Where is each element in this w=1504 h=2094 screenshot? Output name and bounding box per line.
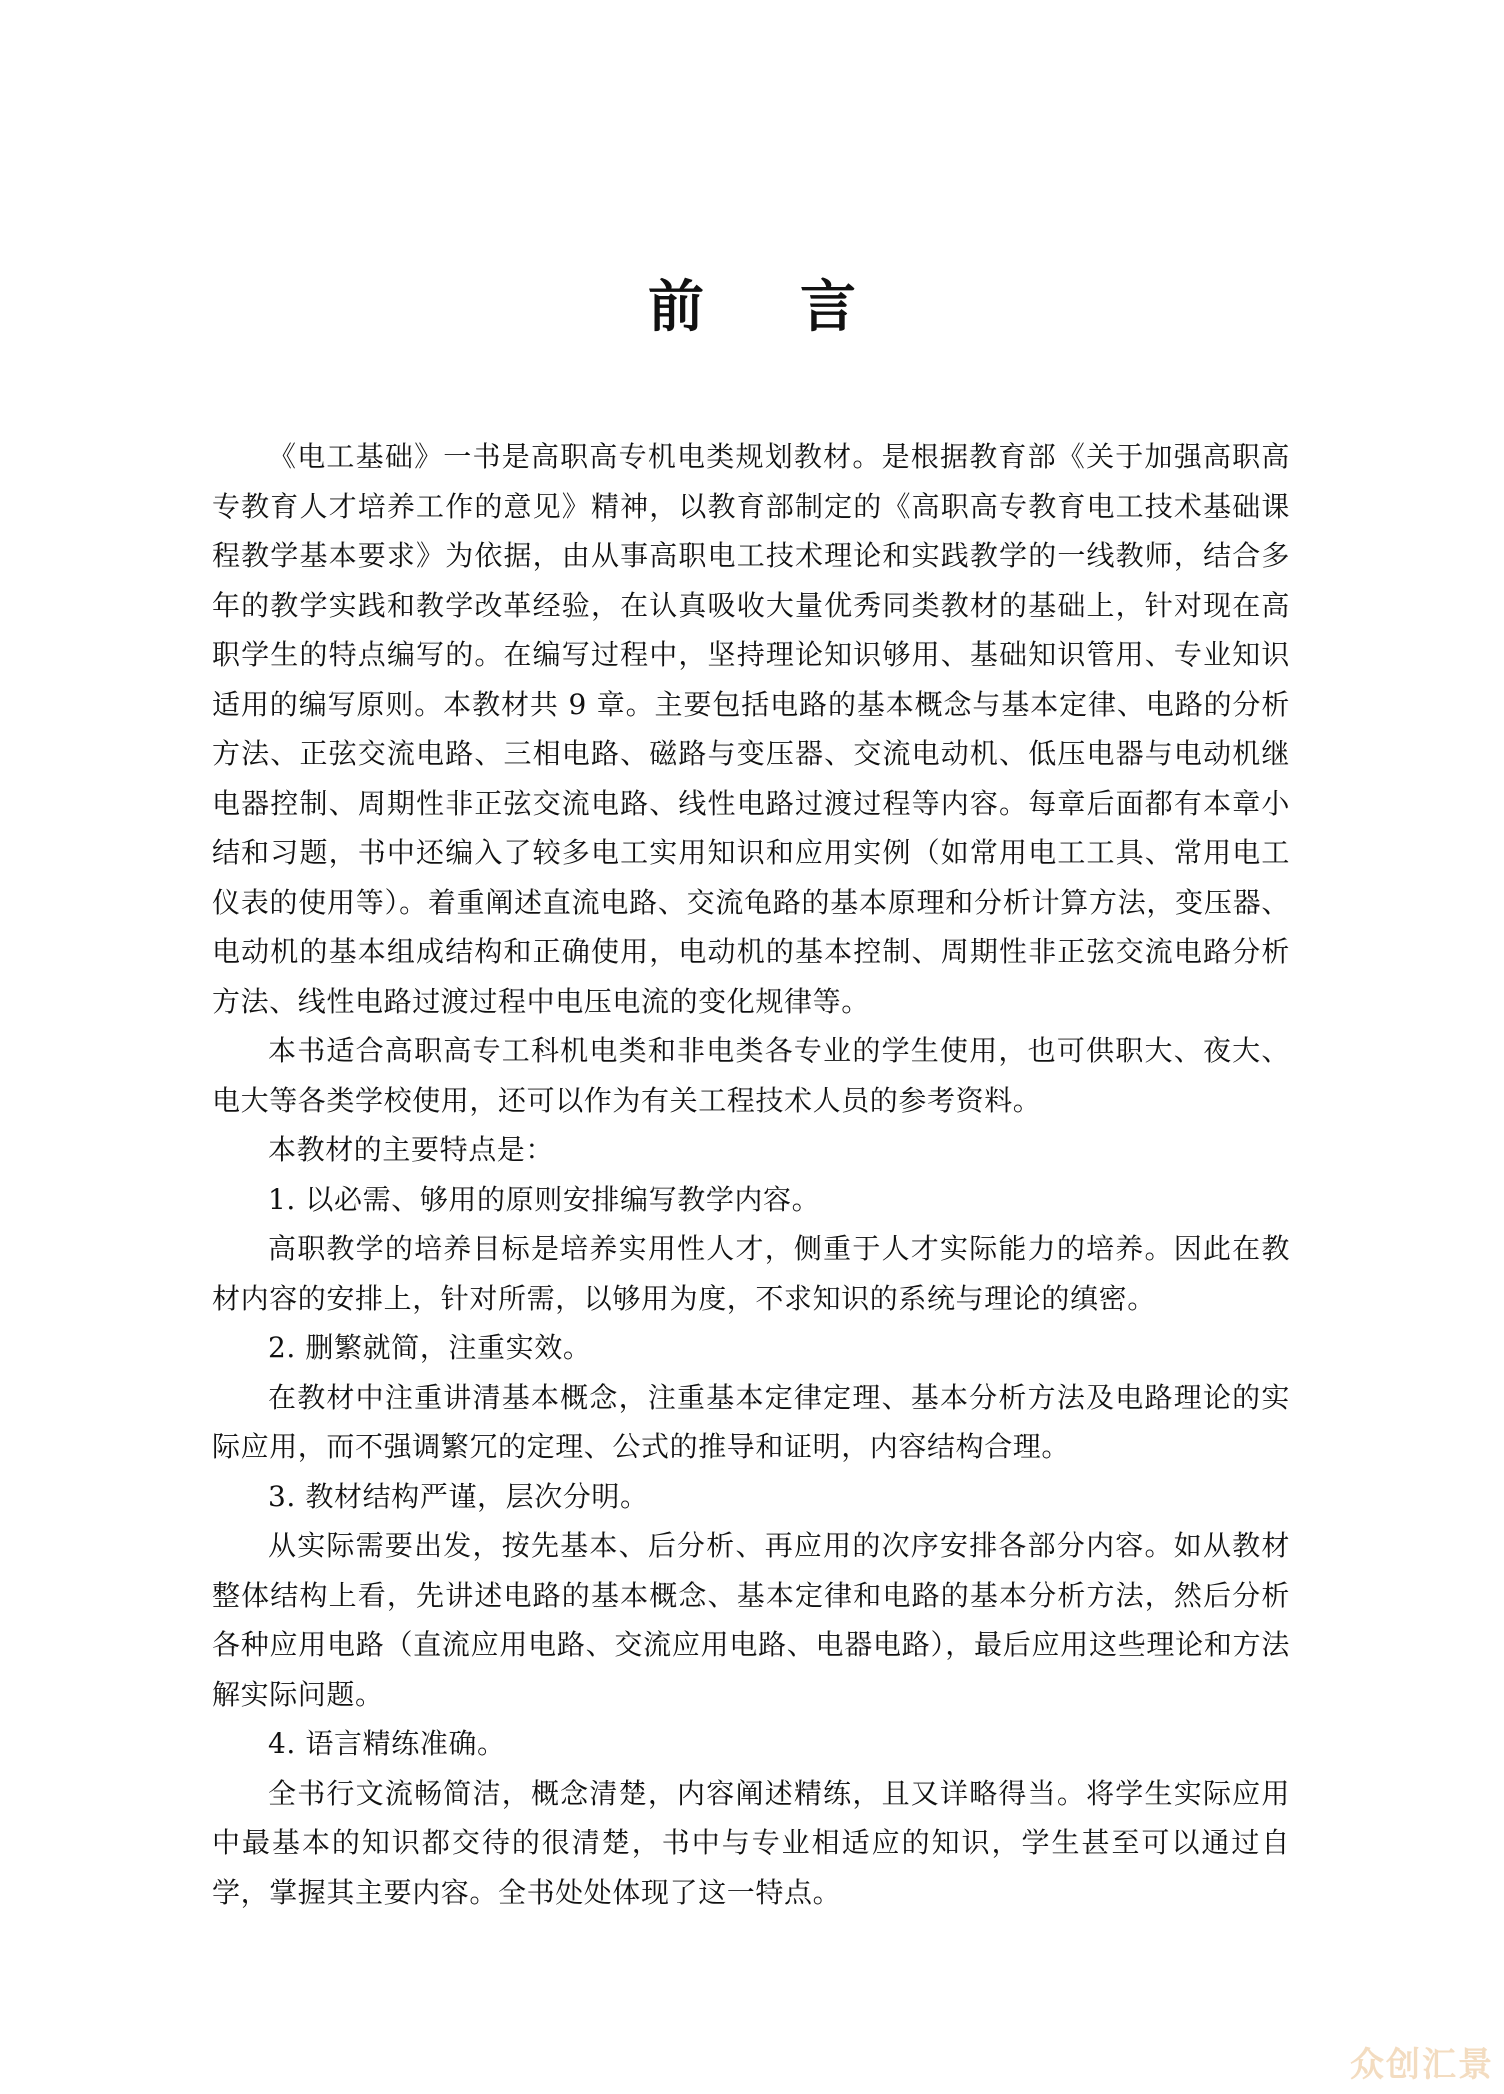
feature-2-heading: 2. 删繁就简，注重实效。 xyxy=(268,1331,592,1364)
feature-1-heading: 1. 以必需、够用的原则安排编写教学内容。 xyxy=(268,1182,821,1216)
paragraph-features-heading: 本教材的主要特点是： xyxy=(268,1133,555,1166)
feature-3-text: 从实际需要出发，按先基本、后分析、再应用的次序安排各部分内容。如从教材整体结构上看，先讲述电路的基本概念、基本定律和电路的基本分析方法，然后分析各种应用电路（直流应用电路、交流应用电路、电器电路），最后应用这些理论和方法解实际问题。 xyxy=(212,1529,1290,1711)
paragraph-audience: 本书适合高职高专工科机电类和非电类各专业的学生使用，也可供职大、夜大、电大等各类学校使用，还可以作为有关工程技术人员的参考资料。 xyxy=(212,1034,1290,1117)
feature-1-text: 高职教学的培养目标是培养实用性人才，侧重于人才实际能力的培养。因此在教材内容的安排上，针对所需，以够用为度，不求知识的系统与理论的缜密。 xyxy=(212,1232,1290,1315)
paragraph-intro: 《电工基础》一书是高职高专机电类规划教材。是根据教育部《关于加强高职高专教育人才培养工作的意见》精神，以教育部制定的《高职高专教育电工技术基础课程教学基本要求》为依据，由从事高职电工技术理论和实践教学的一线教师，结合多年的教学实践和教学改革经验，在认真吸收大量优秀同类教材的基础上，针对现在高职学生的特点编写的。在编写过程中，坚持理论知识够用、基础知识管用、专业知识适用的编写原则。本教材共 9 章。主要包括电路的基本概念与基本定律、电路的分析方法、正弦交流电路、三相电路、磁路与变压器、交流电动机、低压电器与电动机继电器控制、周期性非正弦交流电路、线性电路过渡过程等内容。每章后面都有本章小结和习题，书中还编入了较多电工实用知识和应用实例（如常用电工工具、常用电工仪表的使用等）。着重阐述直流电路、交流龟路的基本原理和分析计算方法，变压器、电动机的基本组成结构和正确使用，电动机的基本控制、周期性非正弦交流电路分析方法、线性电路过渡过程中电压电流的变化规律等。 xyxy=(212,440,1290,1018)
feature-4-heading: 4. 语言精练准确。 xyxy=(268,1727,506,1760)
title-char: 言 xyxy=(800,274,856,340)
title-char: 前 xyxy=(648,274,704,340)
feature-4-text: 全书行文流畅简洁，概念清楚，内容阐述精练，且又详略得当。将学生实际应用中最基本的知识都交待的很清楚，书中与专业相适应的知识，学生甚至可以通过自学，掌握其主要内容。全书处处体现了这一特点。 xyxy=(212,1776,1290,1909)
feature-3-heading: 3. 教材结构严谨，层次分明。 xyxy=(268,1479,649,1513)
watermark-logo: 众创汇景 xyxy=(1350,2045,1494,2085)
preface-body xyxy=(212,432,1290,1917)
feature-2-text: 在教材中注重讲清基本概念，注重基本定律定理、基本分析方法及电路理论的实际应用，而不强调繁冗的定理、公式的推导和证明，内容结构合理。 xyxy=(212,1380,1290,1463)
page-title xyxy=(0,272,1504,342)
